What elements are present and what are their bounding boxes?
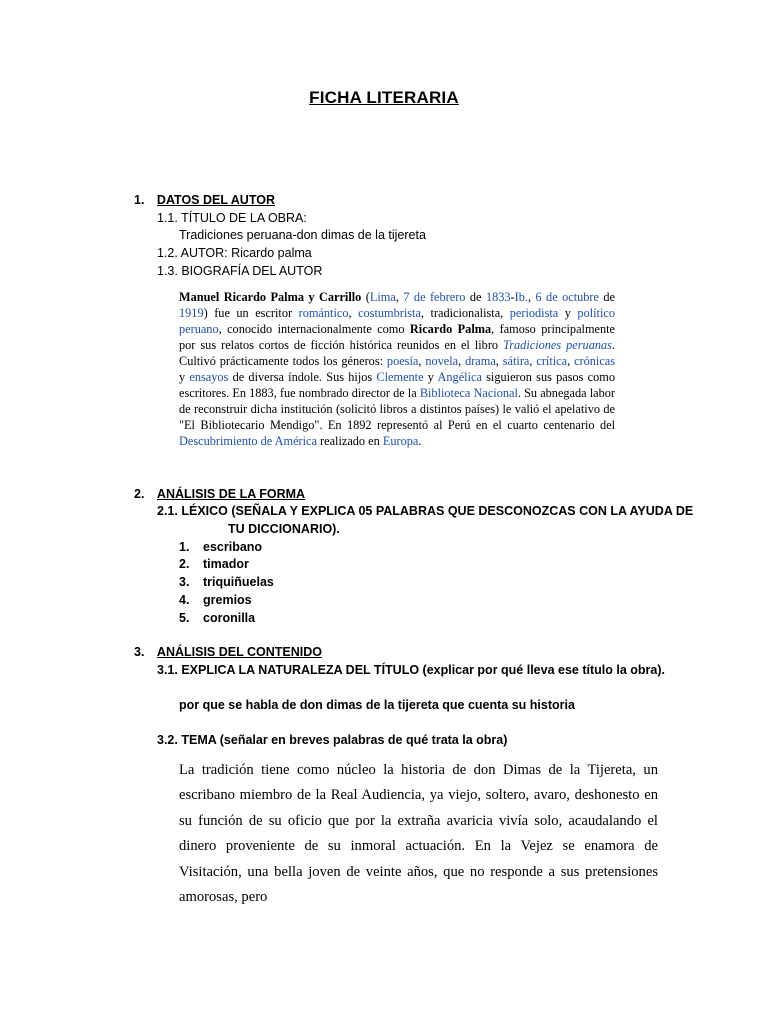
word-item-1 (179, 540, 262, 554)
word-item-3 (179, 575, 274, 589)
bio-text: , (495, 354, 503, 368)
link-lima[interactable]: Lima (369, 290, 396, 304)
bio-text: , (458, 354, 466, 368)
bio-text: . (418, 434, 422, 448)
section-1-heading (134, 193, 275, 207)
bio-text: ( (361, 290, 370, 304)
item-1-1 (157, 211, 307, 225)
word-number: 5. (179, 611, 190, 625)
bio-text: y (558, 306, 578, 320)
link-7-febrero[interactable]: 7 de febrero (403, 290, 466, 304)
item-2-1-label-line1: LÉXICO (SEÑALA Y EXPLICA 05 PALABRAS QUE DESCONOZCAS CON LA AYUDA DE (181, 504, 694, 518)
link-clemente[interactable]: Clemente (376, 370, 424, 384)
section-3-number: 3. (134, 645, 145, 659)
link-cronicas[interactable]: crónicas (574, 354, 616, 368)
link-tradiciones-peruanas[interactable]: Tradiciones peruanas (503, 338, 612, 352)
bio-author-name: Manuel Ricardo Palma y Carrillo (179, 290, 362, 304)
word-number: 1. (179, 540, 190, 554)
bio-text: de diversa índole. Sus hijos (228, 370, 377, 384)
item-3-1 (157, 663, 665, 677)
word-number: 4. (179, 593, 190, 607)
item-1-1-value: Tradiciones peruana-don dimas de la tijereta (179, 228, 426, 242)
item-3-1-label: EXPLICA LA NATURALEZA DEL TÍTULO (explicar por qué lleva ese título la obra). (181, 663, 665, 677)
bio-text: . Su abnegada labor de reconstruir dicha institución (solicitó libros a distintos países) le valió el apelativo de "El Bibliotecario Mendigo". En 1892 representó al Perú en el cuarto centenario del (179, 386, 616, 432)
link-novela[interactable]: novela (425, 354, 459, 368)
link-politico-peruano[interactable]: político peruano (179, 306, 615, 336)
link-drama[interactable]: drama (465, 354, 496, 368)
item-1-3 (157, 264, 322, 278)
item-3-1-answer: por que se habla de don dimas de la tijereta que cuenta su historia (179, 698, 575, 712)
item-2-1-number: 2.1. (157, 504, 178, 518)
biography-paragraph (179, 289, 615, 449)
link-ensayos[interactable]: ensayos (189, 370, 229, 384)
item-1-2-number: 1.2. (157, 246, 178, 260)
word-text: triquiñuelas (203, 575, 274, 589)
item-1-3-number: 1.3. (157, 264, 178, 278)
bio-text: , (567, 354, 575, 368)
link-ib[interactable]: Ib. (514, 290, 528, 304)
item-3-2-number: 3.2. (157, 733, 178, 747)
bio-text: - (510, 290, 515, 304)
section-3-heading (134, 645, 322, 659)
item-2-1 (157, 504, 693, 518)
word-number: 2. (179, 557, 190, 571)
section-1-title: DATOS DEL AUTOR (156, 193, 275, 207)
item-3-2-answer: La tradición tiene como núcleo la historia de don Dimas de la Tijereta, un escribano miembro de la Real Audiencia, ya viejo, soltero, avaro, deshonesto en su función de su oficio que por la extraña avaricia vivía solo, acaudalando el dinero proveniente de su inmoral actuación. En la Vejez se enamora de Visitación, una bella joven de veinte años, que no responde a sus pretensiones amorosas, pero (179, 762, 658, 906)
bio-text: realizado en (316, 434, 383, 448)
link-1919[interactable]: 1919 (179, 306, 204, 320)
bio-text: de (465, 290, 486, 304)
bio-text: , conocido internacionalmente como (218, 322, 410, 336)
word-text: gremios (203, 593, 252, 607)
link-6-octubre[interactable]: 6 de octubre (535, 290, 599, 304)
item-1-3-label: BIOGRAFÍA DEL AUTOR (181, 264, 323, 278)
bio-known-as: Ricardo Palma (409, 322, 492, 336)
bio-text: , (527, 290, 536, 304)
word-text: escribano (203, 540, 263, 554)
item-1-2-label: AUTOR: Ricardo palma (180, 246, 312, 260)
item-2-1-label-line2: TU DICCIONARIO). (228, 522, 340, 536)
page-title: FICHA LITERARIA (309, 88, 459, 107)
section-1-number: 1. (134, 193, 145, 207)
word-text: coronilla (203, 611, 256, 625)
bio-text: de (598, 290, 616, 304)
link-1833[interactable]: 1833 (485, 290, 511, 304)
link-poesia[interactable]: poesía (386, 354, 419, 368)
item-3-2 (157, 733, 507, 747)
link-descubrimiento-america[interactable]: Descubrimiento de América (179, 434, 317, 448)
bio-text: , (348, 306, 359, 320)
bio-text: , (529, 354, 537, 368)
link-biblioteca-nacional[interactable]: Biblioteca Nacional (419, 386, 518, 400)
bio-text: , (418, 354, 426, 368)
bio-text: ) fue un escritor (203, 306, 299, 320)
link-romantico[interactable]: romántico (298, 306, 349, 320)
word-item-4 (179, 593, 252, 607)
section-2-number: 2. (134, 487, 145, 501)
link-europa[interactable]: Europa (382, 434, 419, 448)
item-3-1-number: 3.1. (157, 663, 178, 677)
section-2-title: ANÁLISIS DE LA FORMA (156, 487, 306, 501)
link-critica[interactable]: crítica (536, 354, 568, 368)
bio-text: y (179, 370, 190, 384)
bio-text: y (423, 370, 438, 384)
item-1-1-label: TÍTULO DE LA OBRA: (181, 211, 307, 225)
item-1-1-number: 1.1. (157, 211, 178, 225)
link-satira[interactable]: sátira (502, 354, 530, 368)
item-3-2-label: TEMA (señalar en breves palabras de qué trata la obra) (181, 733, 508, 747)
bio-text: , (395, 290, 404, 304)
link-periodista[interactable]: periodista (509, 306, 559, 320)
bio-text: siguieron sus pasos como escritores. En 1883, fue nombrado director de la (179, 370, 616, 400)
word-item-2 (179, 557, 249, 571)
word-item-5 (179, 611, 255, 625)
link-costumbrista[interactable]: costumbrista (358, 306, 421, 320)
section-2-heading (134, 487, 305, 501)
word-number: 3. (179, 575, 190, 589)
item-1-2 (157, 246, 312, 260)
word-text: timador (203, 557, 249, 571)
section-3-title: ANÁLISIS DEL CONTENIDO (156, 645, 322, 659)
bio-text: . Cultivó prácticamente todos los géneros: (179, 338, 615, 368)
link-angelica[interactable]: Angélica (437, 370, 482, 384)
bio-text: , famoso principalmente por sus relatos cortos de ficción histórica reunidos en el libro (179, 322, 615, 352)
bio-text: , tradicionalista, (420, 306, 510, 320)
